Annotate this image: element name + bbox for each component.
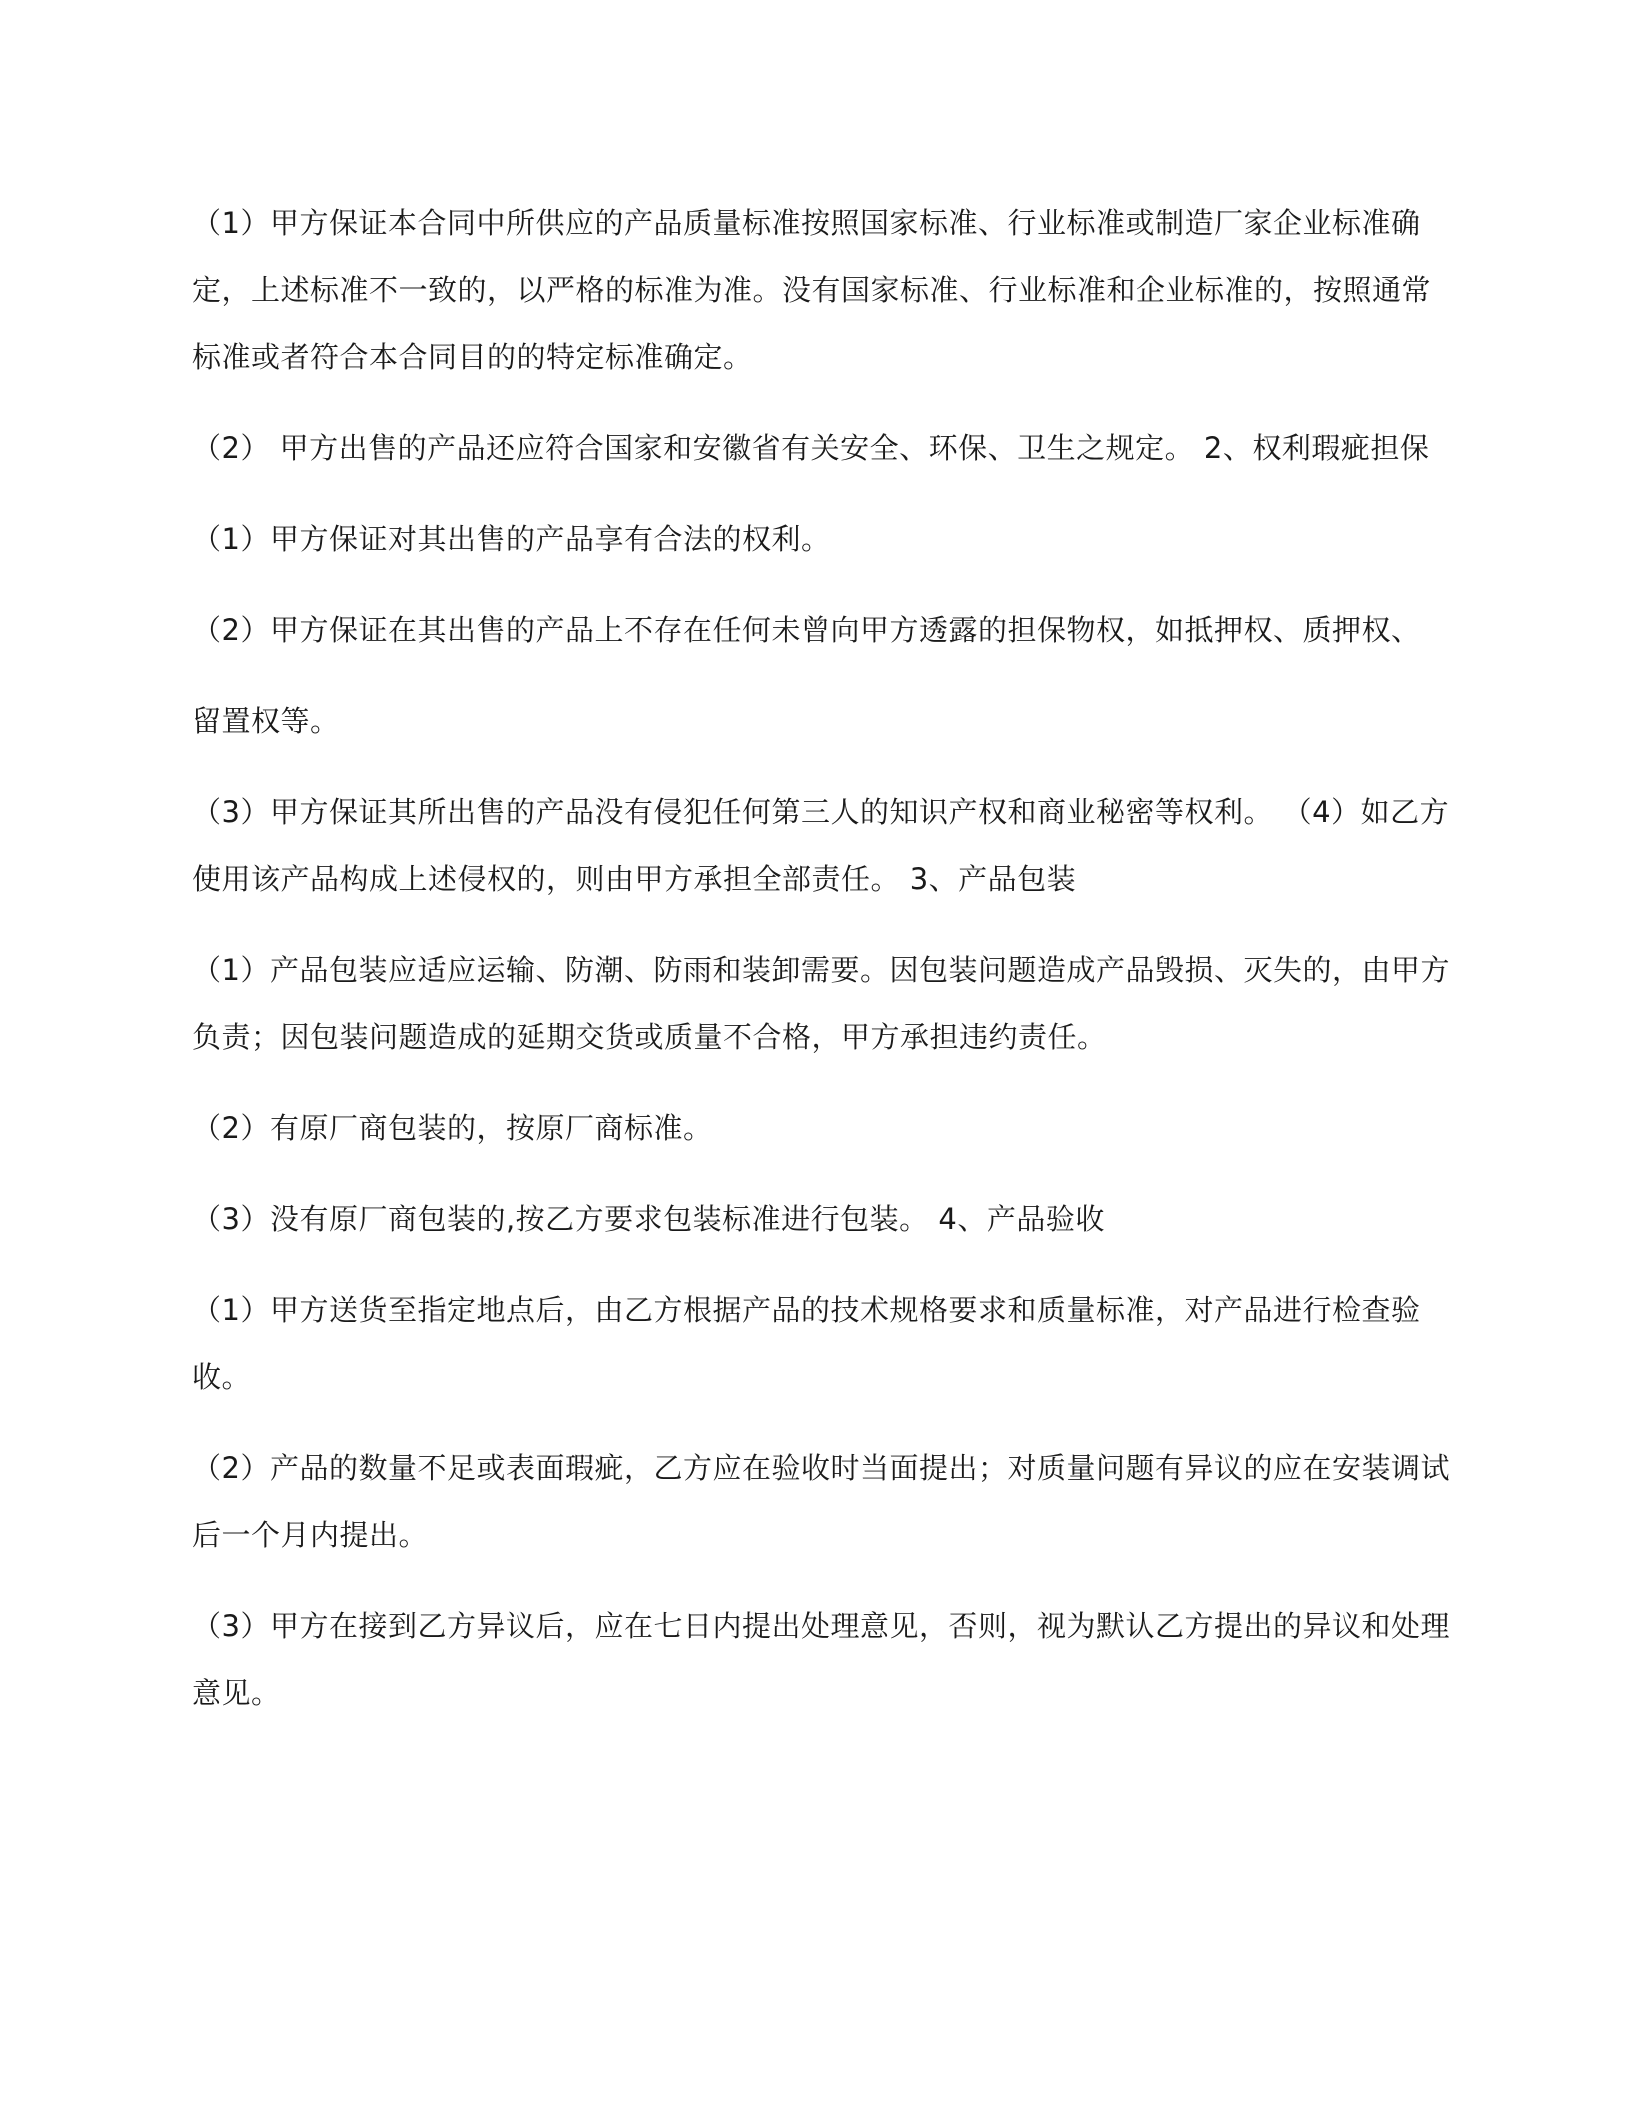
clause-quality-standard: （1）甲方保证本合同中所供应的产品质量标准按照国家标准、行业标准或制造厂家企业标准确定，上述标准不一致的，以严格的标准为准。没有国家标准、行业标准和企业标准的，按照通常标准或者符合本合同目的的特定标准确定。 <box>192 206 1432 374</box>
clause-custom-packaging: （3）没有原厂商包装的,按乙方要求包装标准进行包装。 4、产品验收 <box>192 1202 1105 1236</box>
clause-objection-handling: （3）甲方在接到乙方异议后，应在七日内提出处理意见，否则，视为默认乙方提出的异议和处理意见。 <box>192 1609 1450 1710</box>
clause-safety-regulations: （2） 甲方出售的产品还应符合国家和安徽省有关安全、环保、卫生之规定。 2、权利瑕疵担保 <box>192 431 1430 465</box>
clause-legal-rights: （1）甲方保证对其出售的产品享有合法的权利。 <box>192 522 831 556</box>
clause-objections: （2）产品的数量不足或表面瑕疵，乙方应在验收时当面提出；对质量问题有异议的应在安装调试后一个月内提出。 <box>192 1451 1450 1552</box>
clause-intellectual-property: （3）甲方保证其所出售的产品没有侵犯任何第三人的知识产权和商业秘密等权利。 （4）如乙方使用该产品构成上述侵权的，则由甲方承担全部责任。 3、产品包装 <box>192 795 1450 896</box>
clause-security-interests-continued: 留置权等。 <box>192 704 340 738</box>
clause-inspection: （1）甲方送货至指定地点后，由乙方根据产品的技术规格要求和质量标准，对产品进行检查验收。 <box>192 1293 1421 1394</box>
document-page <box>192 190 1452 1727</box>
clause-packaging-requirements: （1）产品包装应适应运输、防潮、防雨和装卸需要。因包装问题造成产品毁损、灭失的，由甲方负责；因包装问题造成的延期交货或质量不合格，甲方承担违约责任。 <box>192 953 1450 1054</box>
clause-security-interests: （2）甲方保证在其出售的产品上不存在任何未曾向甲方透露的担保物权，如抵押权、质押权、 <box>192 613 1421 647</box>
clause-original-packaging: （2）有原厂商包装的，按原厂商标准。 <box>192 1111 713 1145</box>
